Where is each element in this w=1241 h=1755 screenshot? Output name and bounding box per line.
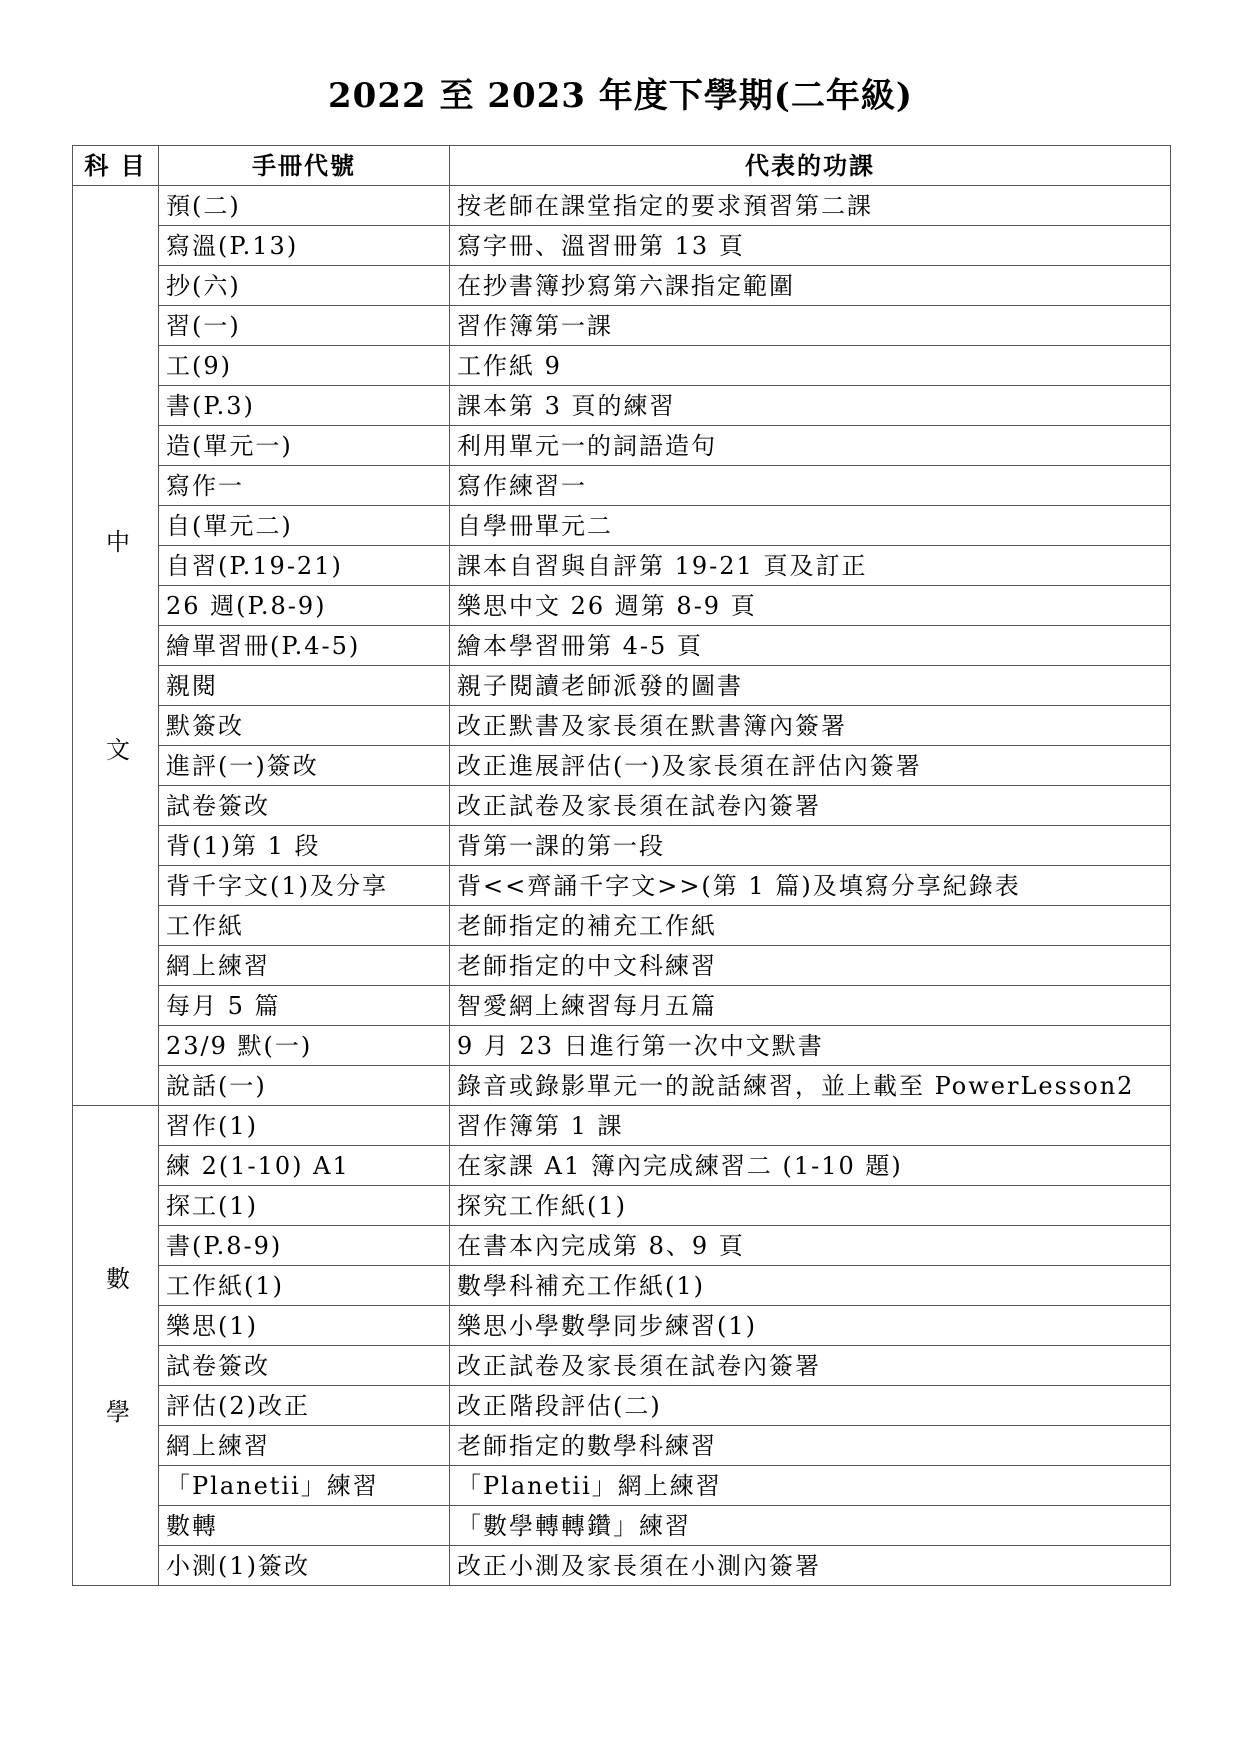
table-header-row	[73, 146, 1171, 186]
description-cell: 工作紙 9	[450, 346, 1171, 386]
table-row	[73, 626, 1171, 666]
description-cell: 按老師在課堂指定的要求預習第二課	[450, 186, 1171, 226]
table-row	[73, 1226, 1171, 1266]
description-cell: 9 月 23 日進行第一次中文默書	[450, 1026, 1171, 1066]
code-cell: 自習(P.19-21)	[159, 546, 450, 586]
description-cell: 課本第 3 頁的練習	[450, 386, 1171, 426]
description-cell: 探究工作紙(1)	[450, 1186, 1171, 1226]
code-cell: 數轉	[159, 1506, 450, 1546]
table-row	[73, 986, 1171, 1026]
code-cell: 書(P.3)	[159, 386, 450, 426]
description-cell: 數學科補充工作紙(1)	[450, 1266, 1171, 1306]
table-row	[73, 346, 1171, 386]
subject-char: 文	[106, 735, 132, 764]
code-cell: 習(一)	[159, 306, 450, 346]
code-cell: 練 2(1-10) A1	[159, 1146, 450, 1186]
table-row	[73, 1426, 1171, 1466]
code-cell: 背(1)第 1 段	[159, 826, 450, 866]
table-row	[73, 746, 1171, 786]
table-row	[73, 946, 1171, 986]
header-subject: 科 目	[73, 146, 159, 186]
table-row	[73, 906, 1171, 946]
code-cell: 每月 5 篇	[159, 986, 450, 1026]
description-cell: 「Planetii」網上練習	[450, 1466, 1171, 1506]
description-cell: 寫作練習一	[450, 466, 1171, 506]
table-row	[73, 426, 1171, 466]
code-cell: 網上練習	[159, 1426, 450, 1466]
code-cell: 寫溫(P.13)	[159, 226, 450, 266]
table-row	[73, 1146, 1171, 1186]
description-cell: 寫字冊、溫習冊第 13 頁	[450, 226, 1171, 266]
table-row	[73, 466, 1171, 506]
table-row	[73, 186, 1171, 226]
description-cell: 改正階段評估(二)	[450, 1386, 1171, 1426]
description-cell: 利用單元一的詞語造句	[450, 426, 1171, 466]
homework-code-table	[72, 145, 1171, 1586]
table-row	[73, 546, 1171, 586]
code-cell: 默簽改	[159, 706, 450, 746]
table-row	[73, 666, 1171, 706]
table-row	[73, 306, 1171, 346]
code-cell: 樂思(1)	[159, 1306, 450, 1346]
code-cell: 自(單元二)	[159, 506, 450, 546]
subject-cell	[73, 186, 159, 1106]
code-cell: 說話(一)	[159, 1066, 450, 1106]
code-cell: 進評(一)簽改	[159, 746, 450, 786]
subject-char: 學	[106, 1398, 132, 1426]
code-cell: 工(9)	[159, 346, 450, 386]
description-cell: 樂思中文 26 週第 8-9 頁	[450, 586, 1171, 626]
code-cell: 評估(2)改正	[159, 1386, 450, 1426]
table-row	[73, 826, 1171, 866]
subject-char: 中	[106, 527, 132, 556]
code-cell: 26 週(P.8-9)	[159, 586, 450, 626]
description-cell: 錄音或錄影單元一的說話練習，並上載至 PowerLesson2	[450, 1066, 1171, 1106]
table-row	[73, 866, 1171, 906]
description-cell: 改正進展評估(一)及家長須在評估內簽署	[450, 746, 1171, 786]
table-row	[73, 266, 1171, 306]
table-row	[73, 1026, 1171, 1066]
code-cell: 繪單習冊(P.4-5)	[159, 626, 450, 666]
code-cell: 探工(1)	[159, 1186, 450, 1226]
table-row	[73, 1306, 1171, 1346]
table-row	[73, 1546, 1171, 1586]
code-cell: 親閱	[159, 666, 450, 706]
table-row	[73, 1346, 1171, 1386]
description-cell: 在抄書簿抄寫第六課指定範圍	[450, 266, 1171, 306]
description-cell: 在家課 A1 簿內完成練習二 (1-10 題)	[450, 1146, 1171, 1186]
code-cell: 抄(六)	[159, 266, 450, 306]
description-cell: 樂思小學數學同步練習(1)	[450, 1306, 1171, 1346]
code-cell: 習作(1)	[159, 1106, 450, 1146]
description-cell: 老師指定的補充工作紙	[450, 906, 1171, 946]
code-cell: 工作紙	[159, 906, 450, 946]
table-row	[73, 706, 1171, 746]
code-cell: 23/9 默(一)	[159, 1026, 450, 1066]
code-cell: 工作紙(1)	[159, 1266, 450, 1306]
description-cell: 親子閱讀老師派發的圖書	[450, 666, 1171, 706]
table-row	[73, 1266, 1171, 1306]
description-cell: 智愛網上練習每月五篇	[450, 986, 1171, 1026]
description-cell: 在書本內完成第 8、9 頁	[450, 1226, 1171, 1266]
description-cell: 自學冊單元二	[450, 506, 1171, 546]
header-code: 手冊代號	[159, 146, 450, 186]
code-cell: 網上練習	[159, 946, 450, 986]
code-cell: 試卷簽改	[159, 1346, 450, 1386]
description-cell: 改正默書及家長須在默書簿內簽署	[450, 706, 1171, 746]
table-row	[73, 786, 1171, 826]
description-cell: 習作簿第一課	[450, 306, 1171, 346]
subject-char: 數	[106, 1265, 132, 1293]
table-row	[73, 586, 1171, 626]
description-cell: 老師指定的中文科練習	[450, 946, 1171, 986]
description-cell: 改正小測及家長須在小測內簽署	[450, 1546, 1171, 1586]
description-cell: 課本自習與自評第 19-21 頁及訂正	[450, 546, 1171, 586]
code-cell: 書(P.8-9)	[159, 1226, 450, 1266]
code-cell: 造(單元一)	[159, 426, 450, 466]
description-cell: 改正試卷及家長須在試卷內簽署	[450, 1346, 1171, 1386]
code-cell: 背千字文(1)及分享	[159, 866, 450, 906]
description-cell: 背<<齊誦千字文>>(第 1 篇)及填寫分享紀錄表	[450, 866, 1171, 906]
table-row	[73, 1506, 1171, 1546]
table-row	[73, 386, 1171, 426]
table-row	[73, 1386, 1171, 1426]
description-cell: 背第一課的第一段	[450, 826, 1171, 866]
table-row	[73, 1466, 1171, 1506]
description-cell: 繪本學習冊第 4-5 頁	[450, 626, 1171, 666]
table-row	[73, 1066, 1171, 1106]
table-row	[73, 1106, 1171, 1146]
page-title: 2022 至 2023 年度下學期(二年級)	[328, 76, 913, 116]
description-cell: 改正試卷及家長須在試卷內簽署	[450, 786, 1171, 826]
table-row	[73, 506, 1171, 546]
header-description: 代表的功課	[450, 146, 1171, 186]
description-cell: 老師指定的數學科練習	[450, 1426, 1171, 1466]
code-cell: 「Planetii」練習	[159, 1466, 450, 1506]
subject-cell	[73, 1106, 159, 1586]
description-cell: 習作簿第 1 課	[450, 1106, 1171, 1146]
description-cell: 「數學轉轉鑽」練習	[450, 1506, 1171, 1546]
code-cell: 試卷簽改	[159, 786, 450, 826]
code-cell: 寫作一	[159, 466, 450, 506]
table-body	[73, 186, 1171, 1586]
table-row	[73, 226, 1171, 266]
code-cell: 小測(1)簽改	[159, 1546, 450, 1586]
table-row	[73, 1186, 1171, 1226]
code-cell: 預(二)	[159, 186, 450, 226]
